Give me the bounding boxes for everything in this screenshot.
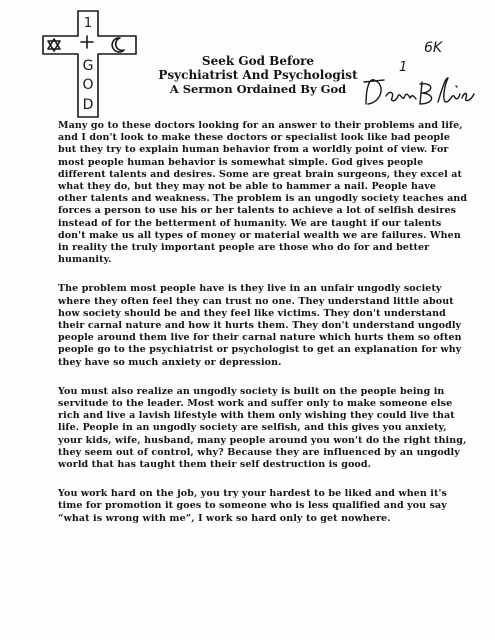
sermon-header bbox=[148, 54, 368, 96]
handwritten-signature bbox=[360, 72, 480, 112]
paragraph: Many go to these doctors looking for an answer to their problems and life, and I don't look to make these doctors or specialist look like bad people but they try to explain human behavior from a worldly point of view. For most people human behavior is somewhat simple. God gives people different talents and desires. Some are great brain surgeons, they excel at what they do, but they may not be able to hammer a nail. People have other talents and weakness. The problem is an ungodly society teaches and forces a person to use his or her talents to achieve a lot of selfish desires instead of for the betterment of humanity. We are taught if our talents don't make us all types of money or material wealth we are failures. When in reality the truly important people are those who do for and better humanity. bbox=[58, 120, 468, 266]
emblem-letter-o: O bbox=[82, 77, 94, 93]
emblem-letter-d: D bbox=[82, 97, 94, 113]
cross-icon bbox=[40, 8, 140, 120]
paragraph: The problem most people have is they live in an unfair ungodly society where they often feel they can trust no one. They understand little about how society should be and they feel like victims. They don't understand their carnal nature and how it hurts them. They don't understand ungodly people around them live for their carnal nature which hurts them so often people go to the psychiatrist or psychologist to get an explanation for why they have so much anxiety or depression. bbox=[58, 283, 462, 368]
title-line-1: Seek God Before bbox=[201, 54, 315, 68]
emblem-letter-g: G bbox=[82, 58, 94, 74]
emblem-number: 1 bbox=[83, 16, 93, 31]
subtitle: A Sermon Ordained By God bbox=[169, 82, 347, 96]
handwritten-note: 6K bbox=[424, 40, 443, 56]
page-number: 1 bbox=[399, 60, 408, 75]
sermon-body bbox=[58, 120, 468, 542]
paragraph: You work hard on the job, you try your hardest to be liked and when it's time for promotion it goes to someone who is less qualified and you say “what is wrong with me”, I work so hard only to get nowhere. bbox=[58, 488, 447, 524]
title-line-2: Psychiatrist And Psychologist bbox=[158, 68, 358, 82]
cross-emblem bbox=[40, 8, 140, 120]
paragraph: You must also realize an ungodly society is built on the people being in servitude to the leader. Most work and suffer only to make someone else rich and live a lavish lifestyle with them only wishing they could live that life. People in an ungodly society are selfish, and this gives you anxiety, your kids, wife, husband, many people around you won't do the right thing, they seem out of control, why? Because they are influenced by an ungodly world that has taught them their self destruction is good. bbox=[58, 385, 467, 471]
